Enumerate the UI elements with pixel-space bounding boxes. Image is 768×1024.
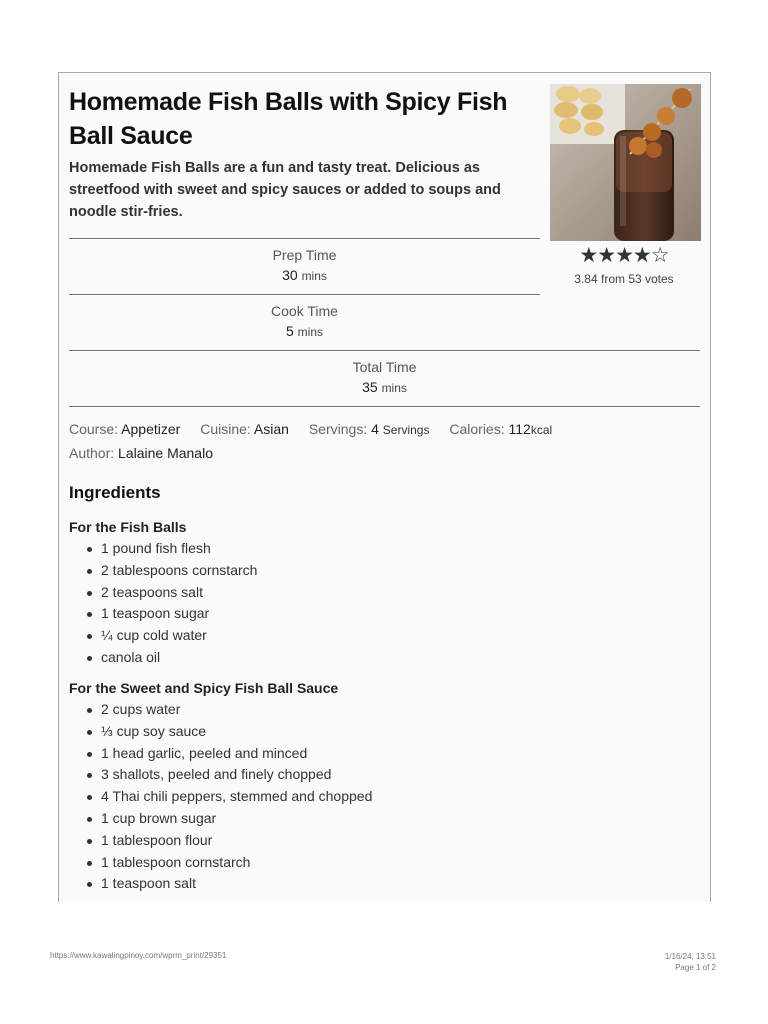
list-item: 4 Thai chili peppers, stemmed and chopped xyxy=(69,786,669,808)
list-item: 3 shallots, peeled and finely chopped xyxy=(69,764,669,786)
star-filled-icon[interactable]: ★ xyxy=(597,244,616,267)
footer-url: https://www.kawalingpinoy.com/wprm_print/29351 xyxy=(50,951,227,960)
prep-time-label: Prep Time xyxy=(272,247,337,263)
star-filled-icon[interactable]: ★ xyxy=(579,244,598,267)
calories-unit: kcal xyxy=(530,423,553,437)
servings-label: Servings: xyxy=(308,421,368,437)
star-empty-icon[interactable]: ☆ xyxy=(650,244,669,267)
cook-time-label: Cook Time xyxy=(271,303,338,319)
cook-time-value: 5 xyxy=(285,323,294,339)
ingredient-group-heading: For the Fish Balls xyxy=(69,519,187,535)
calories-label: Calories: xyxy=(449,421,505,437)
total-time-label: Total Time xyxy=(352,359,417,375)
total-time-value: 35 xyxy=(362,379,378,395)
list-item: 2 tablespoons cornstarch xyxy=(69,560,669,582)
servings-value[interactable]: 4 xyxy=(371,421,379,437)
list-item: 1 tablespoon cornstarch xyxy=(69,852,669,874)
servings-unit: Servings xyxy=(382,423,430,437)
calories-value: 112 xyxy=(508,421,531,437)
prep-time xyxy=(69,238,540,294)
author-label: Author: xyxy=(69,445,115,461)
cook-time-unit: mins xyxy=(297,325,324,339)
prep-time-value: 30 xyxy=(282,267,298,283)
ingredient-group-sauce xyxy=(69,678,669,895)
recipe-meta xyxy=(69,418,700,465)
star-filled-icon[interactable]: ★ xyxy=(615,244,633,267)
cuisine-label: Cuisine: xyxy=(200,421,251,437)
total-time xyxy=(69,350,700,406)
course-value: Appetizer xyxy=(121,421,181,437)
list-item: 2 teaspoons salt xyxy=(69,582,669,604)
rating-votes: 3.84 from 53 votes xyxy=(574,272,674,286)
list-item: 2 cups water xyxy=(69,699,669,721)
footer-datetime: 1/16/24, 13:51 xyxy=(664,952,716,961)
star-filled-icon[interactable]: ★ xyxy=(632,244,651,267)
list-item: canola oil xyxy=(69,647,669,669)
recipe-photo xyxy=(550,84,701,241)
recipe-card xyxy=(58,72,711,902)
ingredient-group-heading: For the Sweet and Spicy Fish Ball Sauce xyxy=(69,680,339,696)
list-item: ¼ cup cold water xyxy=(69,625,669,647)
ingredient-list xyxy=(69,699,669,895)
divider xyxy=(69,406,700,407)
cook-time xyxy=(69,294,540,350)
prep-time-unit: mins xyxy=(301,269,327,283)
cuisine-value: Asian xyxy=(253,421,289,437)
list-item: 1 tablespoon flour xyxy=(69,830,669,852)
recipe-times xyxy=(69,238,700,407)
author-value: Lalaine Manalo xyxy=(118,445,213,461)
list-item: 1 cup brown sugar xyxy=(69,808,669,830)
footer-info xyxy=(665,951,716,973)
course-label: Course: xyxy=(69,421,119,437)
recipe-title: Homemade Fish Balls with Spicy Fish Ball Sauce xyxy=(69,88,508,150)
total-time-unit: mins xyxy=(381,381,407,395)
recipe-summary: Homemade Fish Balls are a fun and tasty treat. Delicious as streetfood with sweet and spicy sauces or added to soups and noodle stir-fries. xyxy=(69,160,501,220)
list-item: 1 pound fish flesh xyxy=(69,538,669,560)
ingredients-heading: Ingredients xyxy=(69,483,161,502)
fish-balls-jar-image xyxy=(550,84,701,241)
list-item: 1 teaspoon salt xyxy=(69,873,669,895)
list-item: 1 teaspoon sugar xyxy=(69,603,669,625)
ingredient-group-fish-balls xyxy=(69,517,669,669)
list-item: ⅓ cup soy sauce xyxy=(69,721,669,743)
ingredient-list xyxy=(69,538,669,669)
footer-page-number: Page 1 of 2 xyxy=(675,963,716,972)
list-item: 1 head garlic, peeled and minced xyxy=(69,743,669,765)
